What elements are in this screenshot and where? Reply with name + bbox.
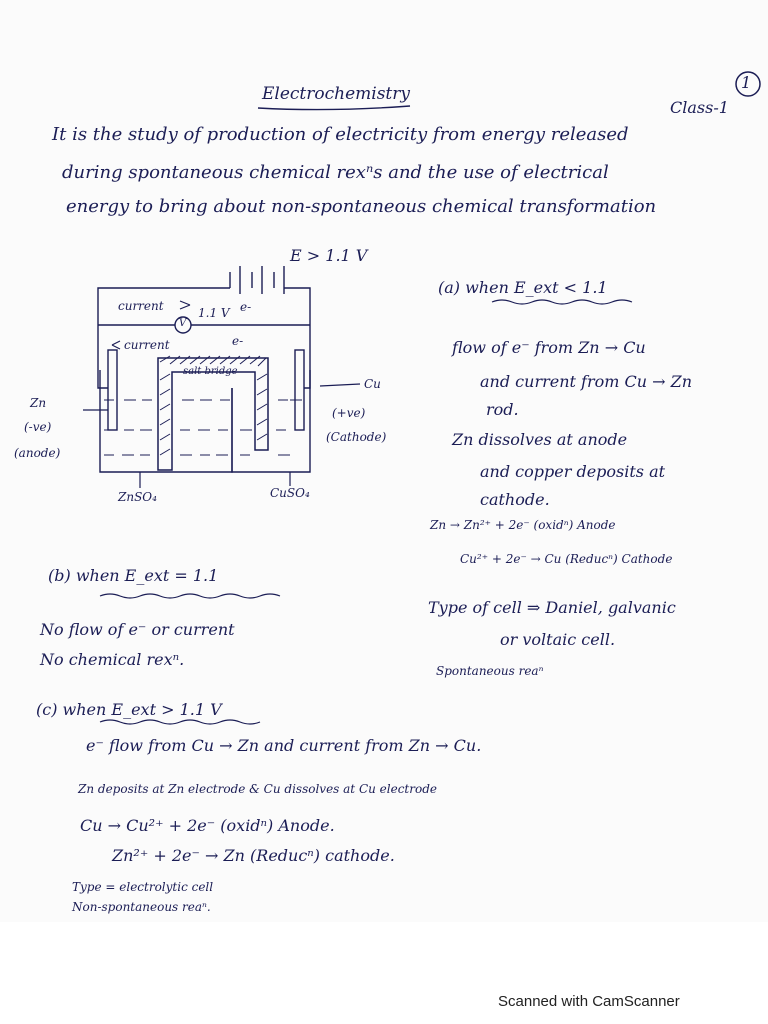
right-beaker (232, 370, 310, 472)
current-arrow (180, 301, 190, 309)
salt-bridge-label: salt bridge (183, 366, 238, 377)
case-a-bullet: Spontaneous reaⁿ (436, 664, 544, 678)
circuit-wire-right (284, 288, 310, 388)
case-c-equation: Cu → Cu²⁺ + 2e⁻ (oxidⁿ) Anode. (80, 816, 335, 835)
cu-pointer (320, 384, 360, 386)
zn-sign: (-ve) (24, 420, 52, 434)
case-c-bullet: Zn deposits at Zn electrode & Cu dissolves at Cu electrode (78, 782, 437, 796)
class-label: Class-1 (670, 98, 729, 117)
zn-role: (anode) (14, 446, 61, 460)
case-c-bullet: Non-spontaneous reaⁿ. (72, 900, 211, 914)
case-a-text: and copper deposits at (480, 462, 666, 481)
case-c-bullet: Type = electrolytic cell (72, 880, 214, 894)
current-arrow (112, 341, 120, 349)
heading-c-underline (100, 720, 260, 724)
case-a-text: cathode. (480, 490, 550, 509)
case-a-text: rod. (486, 400, 519, 419)
case-a-equation: Zn → Zn²⁺ + 2e⁻ (oxidⁿ) Anode (430, 518, 616, 532)
case-a-text: or voltaic cell. (500, 630, 616, 649)
cu-sign: (+ve) (332, 406, 366, 420)
right-solution-label: CuSO₄ (270, 486, 310, 500)
case-b-bullet: No chemical rexⁿ. (40, 650, 185, 669)
copper-electrode (295, 350, 304, 430)
left-solution-label: ZnSO₄ (118, 490, 157, 504)
case-a-equation: Cu²⁺ + 2e⁻ → Cu (Reducⁿ) Cathode (460, 552, 673, 566)
electron-label-mid: e- (232, 334, 244, 348)
cu-role: (Cathode) (326, 430, 387, 444)
heading-b-underline (100, 594, 280, 598)
case-a-bullet: Type of cell ⇒ Daniel, galvanic (428, 598, 676, 617)
intro-line: It is the study of production of electricity from energy released (52, 124, 629, 145)
intro-line: energy to bring about non-spontaneous chemical transformation (66, 196, 657, 217)
case-a-bullet: Zn dissolves at anode (452, 430, 628, 449)
scanner-watermark: Scanned with CamScanner (498, 993, 680, 1010)
case-a-heading: (a) when E_ext < 1.1 (438, 278, 608, 297)
case-c-bullet: e⁻ flow from Cu → Zn and current from Zn → Cu. (86, 736, 482, 755)
electron-label-top: e- (240, 300, 252, 314)
intro-line: during spontaneous chemical rexⁿs and the use of electrical (62, 162, 609, 183)
zn-label: Zn (30, 396, 47, 410)
case-c-heading: (c) when E_ext > 1.1 V (36, 700, 222, 719)
case-c-equation: Zn²⁺ + 2e⁻ → Zn (Reducⁿ) cathode. (112, 846, 395, 865)
voltmeter-reading: 1.1 V (198, 306, 230, 320)
zinc-electrode (108, 350, 117, 430)
current-label-top: current (118, 299, 164, 313)
battery-voltage-label: E > 1.1 V (290, 246, 368, 265)
case-b-bullet: No flow of e⁻ or current (40, 620, 235, 639)
page-number: 1 (741, 73, 752, 92)
cu-label: Cu (364, 377, 381, 391)
case-a-text: and current from Cu → Zn (480, 372, 693, 391)
current-label-mid: current (124, 338, 170, 352)
page-title: Electrochemistry (262, 84, 410, 104)
heading-a-underline (492, 300, 632, 304)
case-b-heading: (b) when E_ext = 1.1 (48, 566, 219, 585)
salt-bridge-hatching (160, 374, 267, 455)
case-a-bullet: flow of e⁻ from Zn → Cu (452, 338, 646, 357)
title-underline (258, 106, 410, 110)
voltmeter-symbol: V (179, 318, 187, 329)
